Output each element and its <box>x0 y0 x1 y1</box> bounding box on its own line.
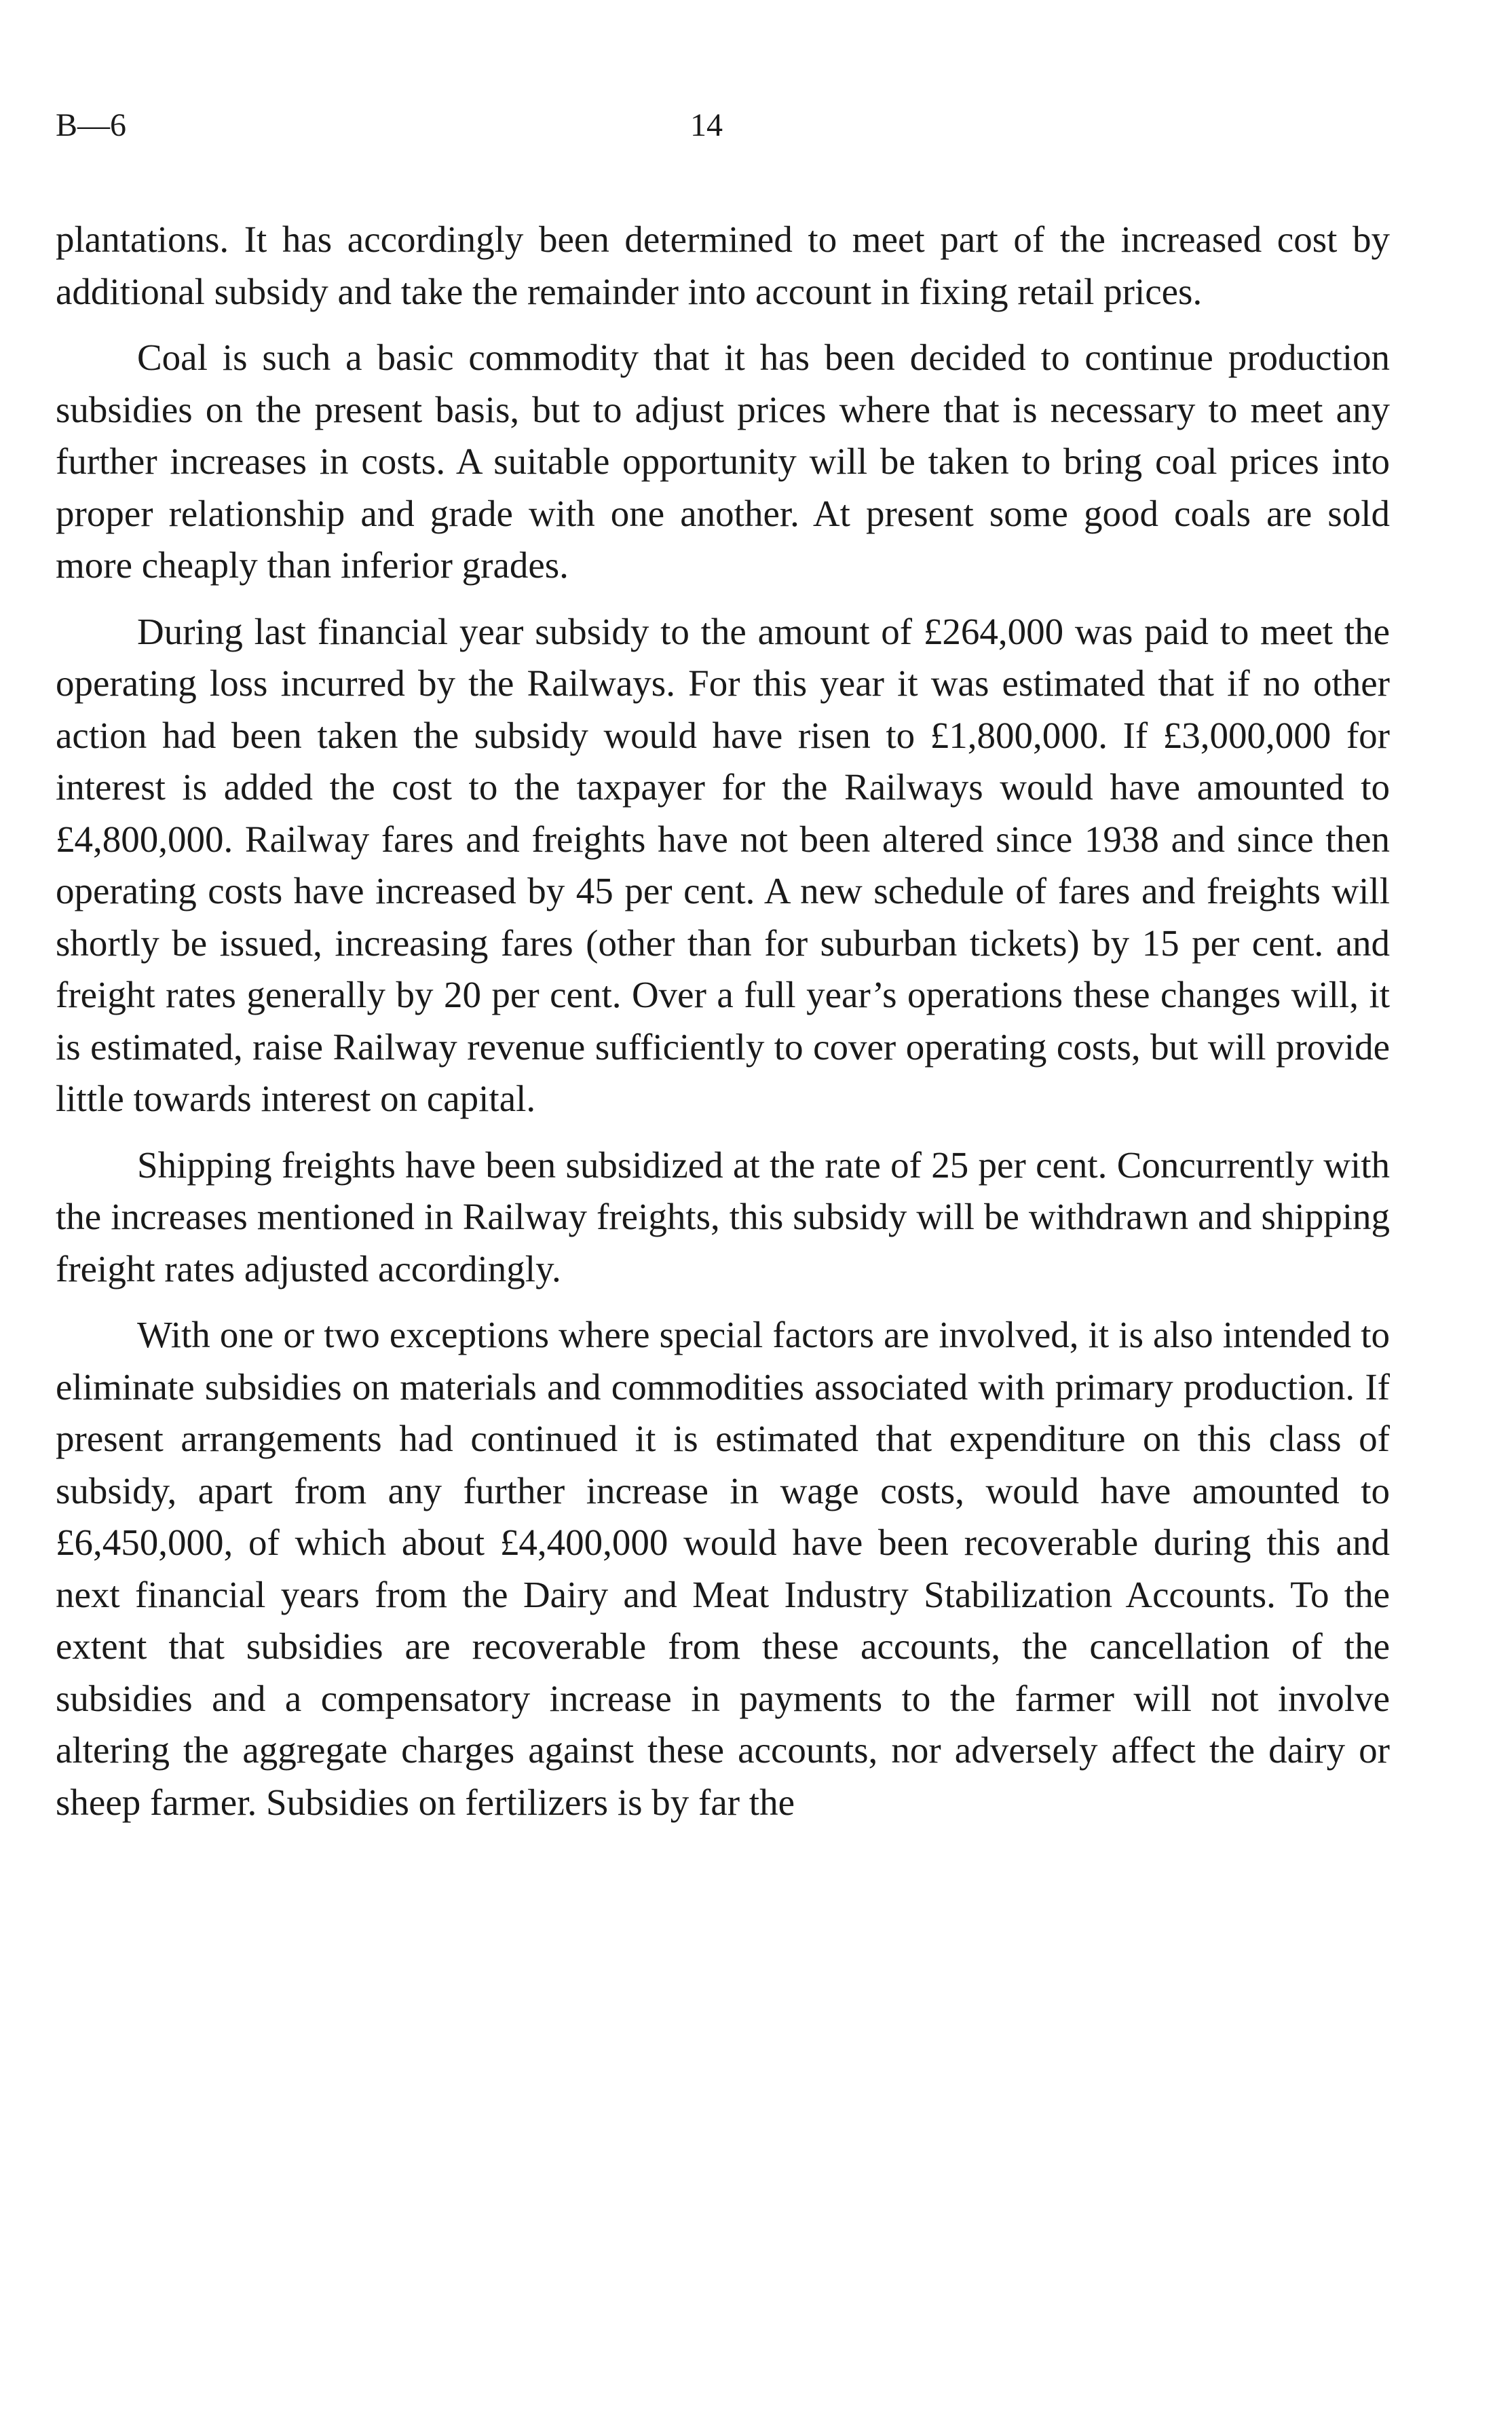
body-text <box>56 214 1390 1828</box>
paragraph-coal: Coal is such a basic commodity that it has been decided to continue production subsidies on the present basis, but to adjust prices where that is necessary to meet any further increases in costs. A suitable opportunity will be taken to bring coal prices into proper relationship and grade with one another. At present some good coals are sold more cheaply than inferior grades. <box>56 337 1390 586</box>
page-number: 14 <box>690 107 723 143</box>
paragraph-plantations: plantations. It has accordingly been determined to meet part of the increased cost by additional subsidy and take the remainder into account in fixing retail prices. <box>56 219 1390 312</box>
page-header <box>56 98 1390 153</box>
document-page <box>56 98 1390 1843</box>
paragraph-shipping: Shipping freights have been subsidized at the rate of 25 per cent. Concurrently with the increases mentioned in Railway freights, this subsidy will be withdrawn and shipping freight rates adjusted accordingly. <box>56 1144 1390 1289</box>
paragraph-railways: During last financial year subsidy to the amount of £264,000 was paid to meet the operating loss incurred by the Railways. For this year it was estimated that if no other action had been taken the subsidy would have risen to £1,800,000. If £3,000,000 for interest is added the cost to the taxpayer for the Railways would have amounted to £4,800,000. Railway fares and freights have not been altered since 1938 and since then operating costs have increased by 45 per cent. A new schedule of fares and freights will shortly be issued, increasing fares (other than for suburban tickets) by 15 per cent. and freight rates generally by 20 per cent. Over a full year’s operations these changes will, it is estimated, raise Railway revenue sufficiently to cover operating costs, but will provide little towards interest on capital. <box>56 610 1390 1119</box>
paragraph-primary-production: With one or two exceptions where special factors are involved, it is also intended to eliminate subsidies on materials and commodities associated with primary production. If present arrangements had continued it is estimated that expenditure on this class of subsidy, apart from any further increase in wage costs, would have amounted to £6,450,000, of which about £4,400,000 would have been recoverable during this and next financial years from the Dairy and Meat Industry Stabilization Accounts. To the extent that subsidies are recoverable from these accounts, the cancellation of the subsidies and a compensatory increase in payments to the farmer will not involve altering the aggregate charges against these accounts, nor adversely affect the dairy or sheep farmer. Subsidies on fertilizers is by far the <box>56 1314 1390 1823</box>
document-reference: B—6 <box>56 107 127 143</box>
